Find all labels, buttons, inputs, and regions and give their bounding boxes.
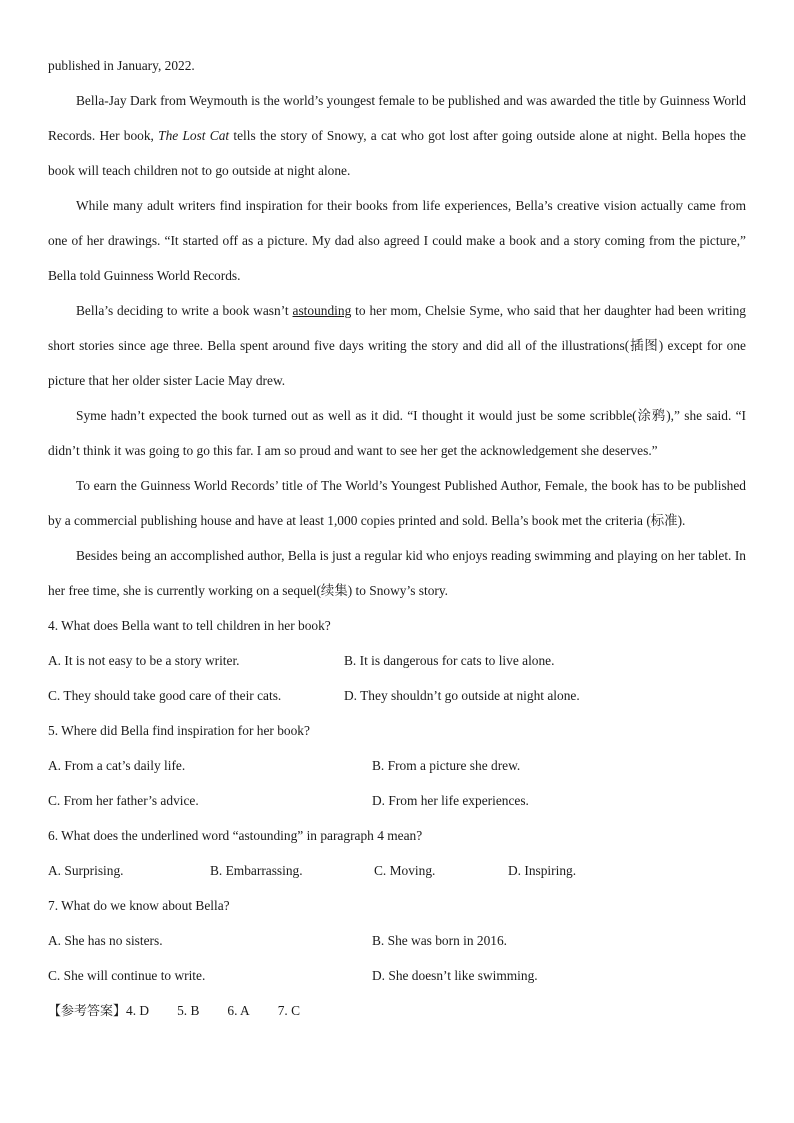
answer-7: 7. C [277, 1003, 301, 1018]
paragraph-4: Syme hadn’t expected the book turned out as well as it did. “I thought it would just be some scribble(涂鸦),” she said. “I didn’t think it was going to go this far. I am so proud and want to see her get the acknowledgement she deserves.” [48, 408, 746, 458]
question-4-option-b[interactable]: B. It is dangerous for cats to live alone. [344, 653, 555, 668]
passage-top-line: published in January, 2022. [48, 58, 195, 73]
paragraph-1 [48, 83, 746, 188]
paragraph-2: While many adult writers find inspiration for their books from life experiences, Bella’s creative vision actually came from one of her drawings. “It started off as a picture. My dad also agreed I could make a book and a story coming from the picture,” Bella told Guinness World Records. [48, 198, 746, 283]
question-4-option-d[interactable]: D. They shouldn’t go outside at night alone. [344, 688, 580, 703]
question-7-option-c[interactable]: C. She will continue to write. [48, 968, 206, 983]
question-5-option-b[interactable]: B. From a picture she drew. [372, 758, 521, 773]
question-5-option-d[interactable]: D. From her life experiences. [372, 793, 529, 808]
paragraph-1-rest: tells the story of Snowy, a cat who got lost after going outside alone at night. Bella hopes the book will teach children not to go outside at night alone. [48, 128, 746, 178]
question-4-option-c[interactable]: C. They should take good care of their cats. [48, 688, 282, 703]
question-7-option-b[interactable]: B. She was born in 2016. [372, 933, 508, 948]
question-6-option-d[interactable]: D. Inspiring. [508, 863, 577, 878]
question-4-options-row-1 [48, 643, 746, 678]
question-4-stem: 4. What does Bella want to tell children in her book? [48, 618, 331, 633]
underlined-word: astounding [292, 303, 352, 318]
paragraph-3 [48, 293, 746, 398]
answer-4: 4. D [126, 1003, 150, 1018]
answer-key-label: 【参考答案】 [48, 1004, 127, 1019]
answer-5: 5. B [177, 1003, 200, 1018]
question-6-stem: 6. What does the underlined word “astounding” in paragraph 4 mean? [48, 828, 423, 843]
question-7-option-d[interactable]: D. She doesn’t like swimming. [372, 968, 538, 983]
question-5-options-row-1 [48, 748, 746, 783]
question-6-options-row [48, 853, 746, 888]
paragraph-3-start: Bella’s deciding to write a book wasn’t [76, 303, 289, 318]
paragraph-6: Besides being an accomplished author, Bella is just a regular kid who enjoys reading swimming and playing on her tablet. In her free time, she is currently working on a sequel(续集) to Snowy’s story. [48, 548, 746, 598]
question-7-options-row-1 [48, 923, 746, 958]
answer-key [48, 993, 746, 1029]
question-7-option-a[interactable]: A. She has no sisters. [48, 933, 163, 948]
document-page [48, 48, 746, 1029]
question-7-options-row-2 [48, 958, 746, 993]
question-4-option-a[interactable]: A. It is not easy to be a story writer. [48, 653, 240, 668]
question-6-option-a[interactable]: A. Surprising. [48, 863, 124, 878]
paragraph-3-rest: to her mom, Chelsie Syme, who said that her daughter had been writing short stories since age three. Bella spent around five days writing the story and did all of the illustrations(插图) except for one picture that her older sister Lacie May drew. [48, 303, 746, 388]
question-5-stem: 5. Where did Bella find inspiration for her book? [48, 723, 310, 738]
paragraph-1-text: Bella-Jay Dark from Weymouth is the world’s youngest female to be published and was awarded the title by Guinness World Records. Her book, [48, 93, 746, 143]
question-6-option-b[interactable]: B. Embarrassing. [210, 863, 303, 878]
book-title: The Lost Cat [158, 128, 230, 143]
question-7-stem: 7. What do we know about Bella? [48, 898, 230, 913]
question-5-option-a[interactable]: A. From a cat’s daily life. [48, 758, 186, 773]
paragraph-5: To earn the Guinness World Records’ title of The World’s Youngest Published Author, Female, the book has to be published by a commercial publishing house and have at least 1,000 copies printed and sold. Bella’s book met the criteria (标准). [48, 478, 746, 528]
question-4-options-row-2 [48, 678, 746, 713]
question-6-option-c[interactable]: C. Moving. [374, 863, 436, 878]
question-5-options-row-2 [48, 783, 746, 818]
question-5-option-c[interactable]: C. From her father’s advice. [48, 793, 199, 808]
answer-6: 6. A [227, 1003, 250, 1018]
